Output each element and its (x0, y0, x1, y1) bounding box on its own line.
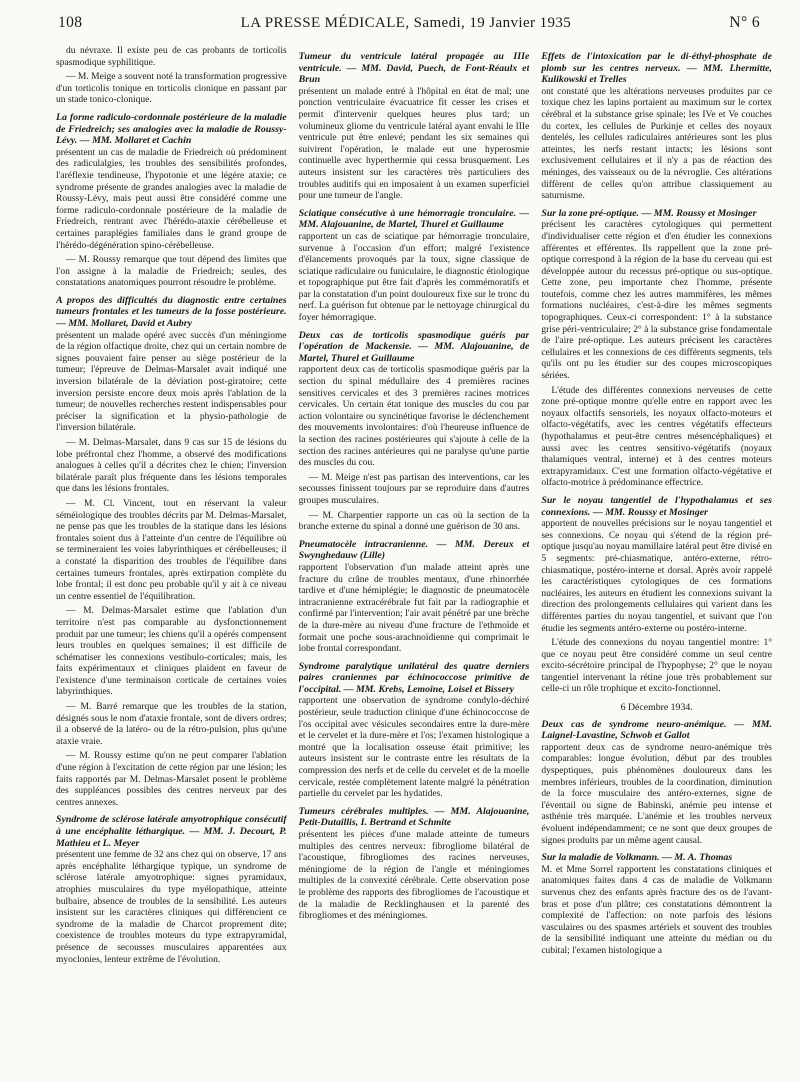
section-heading: Deux cas de torticolis spasmodique guéris par l'opération de Mackensie. — MM. Alajouanine, de Martel, Thurel et Guillaume (298, 329, 530, 364)
section-heading: Syndrome paralytique unilatéral des quatre derniers paires craniennes par échinococcose primitive de l'occipital. — MM. Krebs, Lemoine, Loisel et Bissery (298, 660, 530, 695)
paragraph: présentent un malade opéré avec succès d'un méningiome de la région olfactique droite, chez qui un certain nombre de signes pouvaient faire penser au siège postérieur de la tumeur; l'épreuve de Delmas-Marsalet avait indiqué une inversion bilatérale de la déviation post-giratoire; cette inversion persiste encore deux mois après l'ablation de la tumeur; de nouvelles recherches restent indispensables pour préciser la signification et la physio-pathologie de l'inversion bilatérale. (56, 330, 287, 434)
paragraph: — M. Meige a souvent noté la transformation progressive d'un torticolis tonique en torticolis clonique en passant par un stade tonico-clonique. (56, 72, 287, 106)
paragraph: — M. Roussy estime qu'on ne peut comparer l'ablation d'une région à l'excitation de cette région par une lésion; les faits rapportés par M. Delmas-Marsalet posent le problème des suppléances possibles des centres nerveux par des centres annexes. (56, 751, 287, 808)
section-heading: Tumeurs cérébrales multiples. — MM. Alajouanine, Petit-Dutaillis, I. Bertrand et Schmite (298, 805, 530, 829)
page-header (58, 14, 760, 36)
section-heading: Sciatique consécutive à une hémorragie tronculaire. — MM. Alajouanine, de Martel, Thurel et Guillaume (298, 207, 530, 231)
section-heading: Deux cas de syndrome neuro-anémique. — MM. Laignel-Lavastine, Schwob et Gallot (541, 718, 772, 742)
section-heading: Sur le noyau tangentiel de l'hypothalamus et ses connexions. — MM. Roussy et Mosinger (541, 494, 772, 518)
paragraph: L'étude des connexions du noyau tangentiel montre: 1° que ce noyau peut être considéré comme un seul centre excito-sécrétoire principal de l'hypophyse; 2° que le noyau tangentiel intervenant la rétine joue très probablement sur celle-ci un rôle trophique et excito-fonctionnel. (541, 638, 772, 695)
paragraph: — M. Cl. Vincent, tout en réservant la valeur séméiologique des troubles décrits par M. Delmas-Marsalet, ne pense pas que les troubles de la statique dans les lésions frontales soient dus à l'atteinte d'un centre de l'équilibre où se termineraient les voies labyrinthiques et cérébelleuses; il a constaté la disparition des troubles de l'équilibre dans certaines tumeurs frontales, après extirpation complète du lobe frontal; il est donc peu probable qu'il y ait à ce niveau un centre essentiel de l'équilibration. (56, 498, 287, 602)
text-columns (56, 46, 772, 1076)
column-middle (299, 46, 530, 1076)
paragraph: rapportent un cas de sciatique par hémorragie tronculaire, survenue à l'occasion d'un effort; malgré l'existence d'élancements provoqués par la toux, signe classique de sciatique radiculaire ou funiculaire, le diagnostic étiologique et topographique put être fait d'après les commémoratifs et par la constatation d'un point douloureux fixe sur le tronc du nerf. La guérison fut obtenue par le nettoyage chirurgical du foyer hémorragique. (298, 231, 530, 324)
section-heading: La forme radiculo-cordonnale postérieure de la maladie de Friedreich; ses analogies avec la maladie de Roussy-Lévy. — MM. Mollaret et Cachin (56, 111, 287, 147)
paragraph: présentent un malade entré à l'hôpital en état de mal; une ponction ventriculaire évacuatrice fit cesser les crises et permit d'intervenir quelques heures plus tard; un volumineux gliome du ventricule latéral ayant envahi le IIIe ventricule put être enlevé; pendant les six semaines qui suivirent l'opération, le malade eut une hyperosmie continuelle avec hyperthermie qui cessa brusquement. Les auteurs insistent sur les caractères très particuliers des troubles auditifs qui en imposaient à un examen superficiel pour une tumeur de l'angle. (298, 86, 530, 202)
paragraph: L'étude des différentes connexions nerveuses de cette zone pré-optique montre qu'elle entre en rapport avec les noyaux olfactifs sensoriels, les noyaux olfacto-moteurs et olfacto-végétatifs, avec les centres végétatifs effecteurs (hypothalamus et peut-être centres mésencéphaliques) et aussi avec les centres sensitivo-végétatifs (noyaux thalamiques ventral, interne) et à des centres moteurs extrapyramidaux. C'est une formation olfacto-végétative et olfacto-motrice à prédominance effectrice. (541, 385, 772, 489)
paragraph: — M. Delmas-Marsalet estime que l'ablation d'un territoire n'est pas comparable au dysfonctionnement produit par une tumeur; les chiens qu'il a opérés compensent leurs troubles en quelques semaines; il est difficile de schématiser les connexions vestibulo-corticales; mais, les faits expérimentaux et cliniques plaident en faveur de l'existence d'une terminaison corticale de certaines voies labyrinthiques. (56, 606, 287, 698)
session-date: 6 Décembre 1934. (620, 702, 693, 714)
paragraph: rapportent deux cas de torticolis spasmodique guéris par la section du spinal médullaire des 4 premières racines sensitives cervicales et des 3 premières racines motrices cervicales. Un certain état tonique des muscles du cou par action volontaire ou syncinétique favorise le déclenchement des mouvements involontaires: d'où l'heureuse influence de la section des racines postérieures qui s'ajoute à celle de la section des racines antérieures qui ne paralyse qu'une partie des muscles du cou. (298, 365, 530, 469)
paragraph: — M. Delmas-Marsalet, dans 9 cas sur 15 de lésions du lobe préfrontal chez l'homme, a observé des modifications analogues à celles qu'il a décrites chez le chien; l'inversion bilatérale paraît plus fréquente dans les lésions temporales que dans les lésions frontales. (56, 438, 287, 495)
column-right (541, 46, 772, 1076)
paragraph: rapportent l'observation d'un malade atteint après une fracture du crâne de troubles mentaux, d'une rhinorrhée tardive et d'une hémiplégie; le diagnostic de pneumatocèle intracranienne extracérébrale fut fait par la radiographie et confirmé par l'intervention; l'air avait pénétré par une brèche de la dure-mère au niveau d'une fracture de l'ethmoïde et formait une poche sous-arachnoïdienne qui comprimait le lobe frontal correspondant. (298, 562, 530, 655)
section-heading: Syndrome de sclérose latérale amyotrophique consécutif à une encéphalite léthargique. — MM. J. Decourt, P. Mathieu et L. Meyer (56, 814, 287, 849)
paragraph: rapportent une observation de syndrome condylo-déchiré postérieur, seule traduction clinique d'une échinococcose de l'os occipital avec vésicules secondaires entre la dure-mère et le cervelet et la dure-mère et l'os; l'examen histologique a montré que la localisation osseuse était primitive; les auteurs insistent sur le contraste entre les résultats de la compression des nerfs et de celle du cervelet et de la moelle cervicale, restée complètement latente malgré la pénétration partielle du cervelet par les hydatides. (298, 696, 530, 800)
paragraph: rapportent deux cas de syndrome neuro-anémique très comparables: longue évolution, début par des troubles dyspeptiques, puis phénomènes douloureux dans les membres inférieurs, troubles de la coordination, diminution de la force musculaire des antéro-externes, signe de l'éventail ou signe de Babinski, anémie peu intense et asthénie très marquée. L'anémie et les troubles nerveux évoluent indépendamment; ce ne sont que deux groupes de signes produits par un même agent causal. (541, 742, 772, 846)
paragraph: — M. Roussy remarque que tout dépend des limites que l'on assigne à la maladie de Friedreich; seules, des constatations anatomiques pourront résoudre le problème. (56, 255, 287, 289)
paragraph: apportent de nouvelles précisions sur le noyau tangentiel et ses connexions. Ce noyau qui s'étend de la région pré-optique jusqu'au noyau mamillaire latéral peut être divisé en 5 segments: pré-chiasmatique, antéro-externe, rétro-chiasmatique, postéro-interne et dorsal. Après avoir rappelé les caractéristiques cytologiques de ces formations nucléaires, les auteurs en étudient les connexions suivant la direction des prolongements cellulaires qui varient dans les différentes parties du noyau tangentiel, et suivant que l'on étudie les segments antéro-externe ou postéro-interne. (541, 519, 772, 634)
paragraph: ont constaté que les altérations nerveuses produites par ce toxique chez les lapins portaient au maximum sur le cortex cérébral et la substance grise spinale; les IVe et Ve couches du cortex, les cellules de Purkinje et celles des noyaux dentelés, les cellules radiculaires antérieures sont les plus atteintes, les nerfs restant intacts; les lésions sont exclusivement cellulaires et il n'y a pas de réaction des méninges, des vaisseaux ou de la névroglie. Ces altérations diffèrent de celles qu'on attribue classiquement au saturnisme. (541, 86, 772, 202)
paragraph: M. et Mme Sorrel rapportent les constatations cliniques et anatomiques faites dans 4 cas de maladie de Volkmann survenus chez des enfants après fracture des os de l'avant-bras et pose d'un plâtre; ces constatations démontrent la complexité de l'affection: on note parfois des lésions vasculaires ou des spasmes artériels et souvent des troubles de la sensibilité indiquant une atteinte du médian ou du cubital; l'examen histologique a (541, 864, 772, 956)
section-heading: Sur la zone pré-optique. — MM. Roussy et Mosinger (541, 207, 757, 219)
paragraph: — M. Barré remarque que les troubles de la station, désignés sous le nom d'ataxie frontale, sont de divers ordres; il a observé de la latéro- ou de la rétro-pulsion, plus qu'une ataxie vraie. (56, 702, 287, 747)
section-heading: Tumeur du ventricule latéral propagée au IIIe ventricule. — MM. David, Puech, de Font-Réaulx et Brun (298, 51, 530, 86)
section-heading: Sur la maladie de Volkmann. — M. A. Thomas (541, 852, 733, 864)
column-left (56, 46, 287, 1076)
paragraph: — M. Meige n'est pas partisan des interventions, car les secousses finissent toujours par se reproduire dans d'autres groupes musculaires. (298, 472, 530, 506)
section-heading: Effets de l'intoxication par le di-éthyl-phosphate de plomb sur les centres nerveux. — MM. Lhermitte, Kulikowski et Trelles (541, 51, 772, 86)
paragraph: présentent les pièces d'une malade atteinte de tumeurs multiples des centres nerveux: fibrogliome bilatéral de l'acoustique, fibrogliomes des racines nerveuses, méningiome de la région de l'angle et méningiomes multiples de la convexité cérébrale. Cette observation pose le problème des rapports des fibrogliomes de l'acoustique et de la maladie de Recklinghausen et la parenté des fibrogliomes et des méningiomes. (298, 830, 530, 922)
section-heading: Pneumatocèle intracranienne. — MM. Dereux et Swynghedauw (Lille) (298, 538, 530, 562)
issue-number: N° 6 (729, 14, 760, 31)
paragraph: présentent une femme de 32 ans chez qui on observe, 17 ans après encéphalite léthargique typique, un syndrome de sclérose latérale amyotrophique: signes pyramidaux, atrophies musculaires du type myélopathique, atteinte bulbaire, absence de troubles de la sensibilité. Les auteurs insistent sur les caractères cliniques qui différencient ce syndrome de la maladie de Charcot proprement dite; coexistence de troubles moteurs du type extrapyramidal, présence de secousses musculaires apparentées aux myoclonies, lenteur extrême de l'évolution. (56, 850, 287, 965)
page-number: 108 (58, 14, 83, 31)
journal-title: LA PRESSE MÉDICALE, Samedi, 19 Janvier 1935 (240, 15, 572, 31)
paragraph: précisent les caractères cytologiques qui permettent d'individualiser cette région et d'en étudier les connexions afférentes et efférentes. Ils rappellent que la zone pré-optique correspond à la région de la base du cerveau qui est développée autour du recessus pré-optique ou sus-optique. Cette zone, peu importante chez l'homme, présente toutefois, comme chez les autres mammifères, les mêmes formations nucléaires, c'est-à-dire les mêmes segments topographiques. Ceux-ci correspondent: 1° à la substance grise péri-ventriculaire; 2° à la substance grise fondamentale de l'aire pré-optique. Les auteurs précisent les caractères cellulaires et les connexions de ces différents segments, tels qu'ils ont pu les étudier sur des coupes microscopiques sériées. (541, 220, 772, 382)
section-heading: A propos des difficultés du diagnostic entre certaines tumeurs frontales et les tumeurs de la fosse postérieure. — MM. Mollaret, David et Aubry (56, 294, 287, 330)
paragraph: du névraxe. Il existe peu de cas probants de torticolis spasmodique syphilitique. (56, 46, 287, 68)
paragraph: présentent un cas de maladie de Friedreich où prédominent des radiculalgies, les troubles des sensibilités profondes, l'aréflexie tendineuse, l'hypotonie et une légère ataxie; ce syndrome présente de grandes analogies avec la maladie de Roussy-Lévy, mais peut aussi être considéré comme une forme radiculo-cordonnale postérieure de la maladie de Friedreich, rentrant avec l'hérédo-ataxie cérébelleuse et certaines paraplégies familiales dans le grand groupe de l'hérédo-dégénération spino-cérébelleuse. (56, 147, 287, 251)
paragraph: — M. Charpentier rapporte un cas où la section de la branche externe du spinal a donné une guérison de 30 ans. (298, 510, 530, 533)
